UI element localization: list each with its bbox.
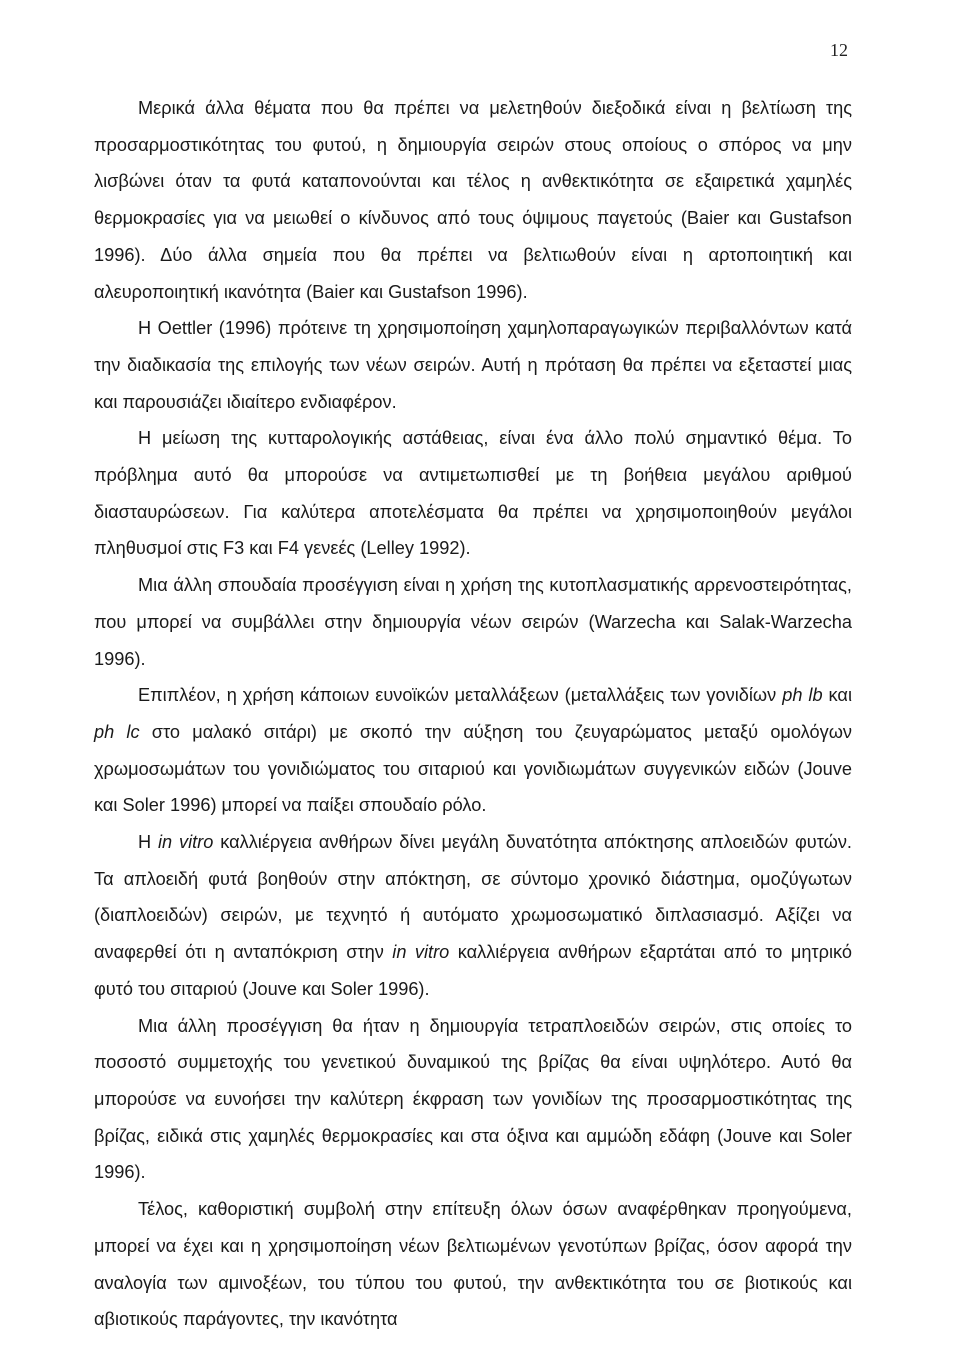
text-run: Μια άλλη σπουδαία προσέγγιση είναι η χρήση της κυτοπλασματικής αρρενοστειρότητας, που μπορεί να συμβάλλει στην δημιουργία νέων σειρών (Warzecha και Salak-Warzecha 1996). [94,575,852,669]
italic-term: ph lb [782,685,823,706]
paragraph [94,567,852,677]
italic-term: ph lc [94,721,140,742]
body-text [94,90,852,1338]
paragraph [94,1191,852,1338]
paragraph [94,1008,852,1192]
paragraph [94,824,852,1008]
italic-term: in vitro [392,942,450,963]
text-run: Επιπλέον, η χρήση κάποιων ευνοϊκών μεταλλάξεων (μεταλλάξεις των γονιδίων [138,685,783,706]
text-run: καλλιέργεια ανθήρων δίνει μεγάλη δυνατότητα απόκτησης απλοειδών φυτών. Τα απλοειδή φυτά βοηθούν στην απόκτηση, σε σύντομο χρονικό διάστημα, ομοζύγωτων (διαπλοειδών) σειρών, με τεχνητό ή αυτόματο χρωμοσωματικό διπλασιασμό. Αξίζει να αναφερθεί ότι η ανταπόκριση στην [94,832,852,963]
italic-term: in vitro [157,832,214,853]
text-run: Τέλος, καθοριστική συμβολή στην επίτευξη όλων όσων αναφέρθηκαν προηγούμενα, μπορεί να έχει και η χρησιμοποίηση νέων βελτιωμένων γενοτύπων βρίζας, όσον αφορά την αναλογία των αμινοξέων, του τύπου του φυτού, την ανθεκτικότητα του σε βιοτικούς και αβιοτικούς παράγοντες, την ικανότητα [94,1199,852,1330]
text-run: Μια άλλη προσέγγιση θα ήταν η δημιουργία τετραπλοειδών σειρών, στις οποίες το ποσοστό συμμετοχής του γενετικού δυναμικού της βρίζας θα είναι υψηλότερο. Αυτό θα μπορούσε να ευνοήσει την καλύτερη έκφραση των γονιδίων της προσαρμοστικότητας της βρίζας, ειδικά στις χαμηλές θερμοκρασίες και στα όξινα και αμμώδη εδάφη (Jouve και Soler 1996). [94,1015,852,1183]
text-run: και [822,685,852,706]
paragraph [94,90,852,310]
text-run: Μερικά άλλα θέματα που θα πρέπει να μελετηθούν διεξοδικά είναι η βελτίωση της προσαρμοστικότητας του φυτού, η δημιουργία σειρών στους οποίους ο σπόρος να μην λισβώνει όταν τα φυτά καταπονούνται και τέλος η ανθεκτικότητα σε εξαιρετικά χαμηλές θερμοκρασίες για να μειωθεί ο κίνδυνος από τους όψιμους παγετούς (Baier και Gustafson 1996). Δύο άλλα σημεία που θα πρέπει να βελτιωθούν είναι η αρτοποιητική και αλευροποιητική ικανότητα (Baier και Gustafson 1996). [94,98,852,302]
text-run: καλλιέργεια ανθήρων εξαρτάται από το μητρικό φυτό του σιταριού (Jouve και Soler 1996). [94,942,852,999]
paragraph [94,420,852,567]
text-run: Η μείωση της κυτταρολογικής αστάθειας, είναι ένα άλλο πολύ σημαντικό θέμα. Το πρόβλημα αυτό θα μπορούσε να αντιμετωπισθεί με τη βοήθεια μεγάλου αριθμού διασταυρώσεων. Για καλύτερα αποτελέσματα θα πρέπει να χρησιμοποιηθούν μεγάλοι πληθυσμοί στις F3 και F4 γενεές (Lelley 1992). [94,428,852,559]
paragraph [94,677,852,824]
text-run: στο μαλακό σιτάρι) με σκοπό την αύξηση του ζευγαρώματος μεταξύ ομολόγων χρωμοσωμάτων του γονιδιώματος του σιταριού και γονιδιωμάτων συγγενικών ειδών (Jouve και Soler 1996) μπορεί να παίξει σπουδαίο ρόλο. [94,721,853,816]
page-number: 12 [830,40,848,60]
text-run: Η Oettler (1996) πρότεινε τη χρησιμοποίηση χαμηλοπαραγωγικών περιβαλλόντων κατά την διαδικασία της επιλογής των νέων σειρών. Αυτή η πρόταση θα πρέπει να εξεταστεί μιας και παρουσιάζει ιδιαίτερο ενδιαφέρον. [94,318,852,412]
text-run: Η [138,832,158,853]
paragraph [94,310,852,420]
